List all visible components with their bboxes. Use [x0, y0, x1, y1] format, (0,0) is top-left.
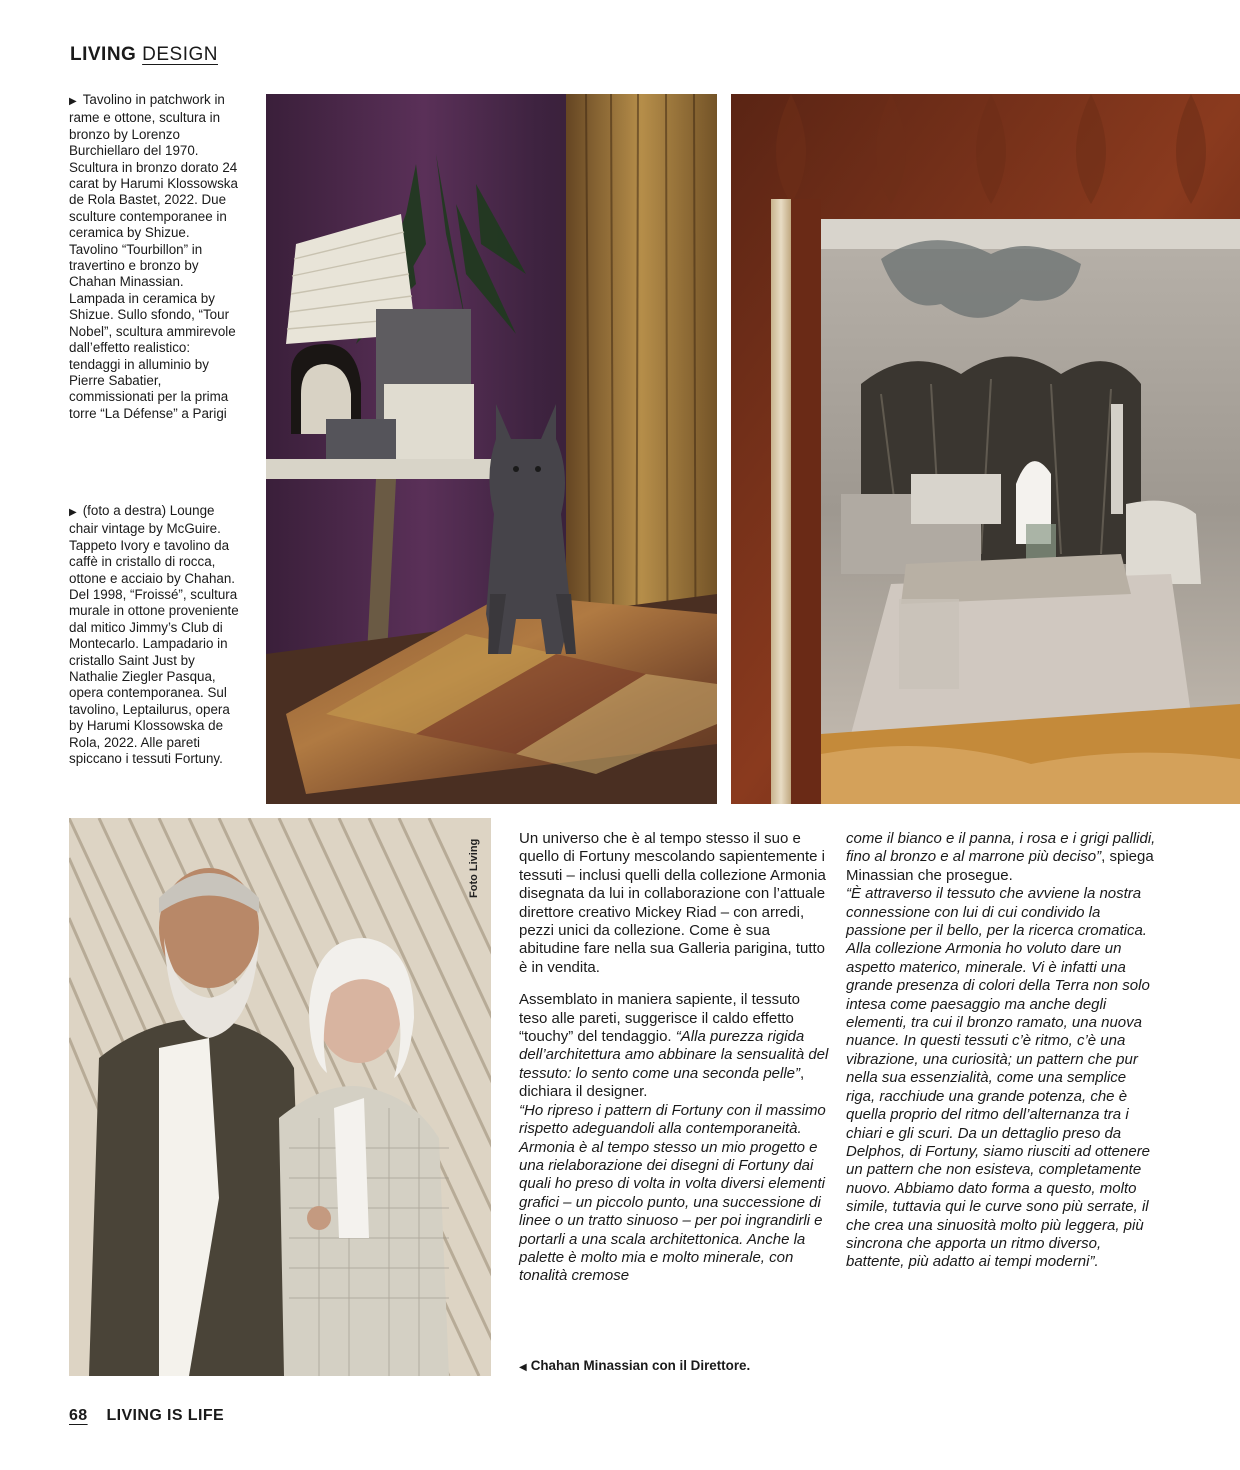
triangle-right-icon: ▶: [69, 507, 77, 518]
article-column-1: [519, 830, 829, 1300]
photo-credit: Foto Living: [468, 838, 480, 898]
designer-quote: “Alla purezza rigida dell’architettura amo abbinare la sensualità del tessuto: lo sento come una seconda pelle”: [519, 1028, 829, 1082]
subsection-label: DESIGN: [142, 44, 218, 65]
article-paragraph: [519, 991, 829, 1286]
article-text: Assemblato in maniera sapiente, il tessuto teso alle pareti, suggerisce il caldo effetto “touchy” del tendaggio.: [519, 991, 800, 1046]
article-paragraph: Un universo che è al tempo stesso il suo e quello di Fortuny mescolando sapientemente i tessuti – inclusi quelli della collezione Armonia disegnata da lui in collaborazione con l’attuale direttore creativo Mickey Riad – con arredi, pezzi unici da collezione. Come è sua abitudine fare nella sua Galleria parigina, tutto è in vendita.: [519, 830, 826, 976]
caption-right-photo: [69, 503, 239, 768]
designer-quote: come il bianco e il panna, i rosa e i grigi pallidi, fino al bronzo e al marrone più deciso”: [846, 830, 1156, 866]
caption-left-photo: [69, 92, 239, 422]
page-footer: [69, 1407, 224, 1425]
page-number: 68: [69, 1407, 88, 1424]
designer-quote: “Ho ripreso i pattern di Fortuny con il massimo rispetto adeguandoli alla contemporaneità. Armonia è al tempo stesso un mio progetto e una rielaborazione dei disegni di Fortuny dai quali ho preso di volta in volta diversi elementi grafici – un piccolo punto, una successione di linee o un tratto sinuoso – per poi ingrandirli e portarli a una scala architettonica. Anche la palette è molto mia e molto minerale, con tonalità cremose: [519, 1101, 826, 1285]
magazine-name: LIVING IS LIFE: [106, 1407, 225, 1424]
section-header: [70, 44, 218, 66]
article-paragraph: [846, 830, 1156, 1272]
caption-text: (foto a destra) Lounge chair vintage by McGuire. Tappeto Ivory e tavolino da caffè in cristallo di rocca, ottone e acciaio by Chahan. Del 1998, “Froissé”, scultura murale in ottone proveniente dal mitico Jimmy’s Club di Montecarlo. Lampadario in cristallo Saint Just by Nathalie Ziegler Pasqua, opera contemporanea. Sul tavolino, Leptailurus, opera by Harumi Klossowska de Rola, 2022. Alle pareti spiccano i tessuti Fortuny.: [69, 503, 239, 767]
portrait-caption-text: Chahan Minassian con il Direttore.: [530, 1358, 751, 1373]
section-label: LIVING: [70, 44, 137, 65]
article-text: , dichiara il designer.: [519, 1064, 805, 1101]
article-column-2: [846, 830, 1156, 1286]
designer-quote: “È attraverso il tessuto che avviene la nostra connessione con lui di cui condivido la passione per il bello, per la ricerca cromatica. Alla collezione Armonia ho voluto dare un aspetto materico, minerale. Vi è infatti una grande presenza di colori della Terra non solo intesa come paesaggio ma anche degli elementi, tra cui il bronzo ramato, una nuova nuance. In questi tessuti c’è ritmo, c’è una vibrazione, una curiosità; un pattern che pur nella sua essenzialità, come una semplice riga, racchiude una grande potenza, che è quella proprio del ritmo dell’alternanza tra i chiari e gli scuri. Da un dettaglio preso da Delphos, di Fortuny, siamo riusciti ad ottenere un pattern che non esisteva, completamente nuovo. Abbiamo dato forma a questo, molto simile, tuttavia qui le curve sono più serrate, il che crea una sinuosità molto più leggera, più sincrona che apporta un ritmo diverso, battente, più adatto ai tempi moderni”.: [846, 885, 1151, 1271]
caption-text: Tavolino in patchwork in rame e ottone, scultura in bronzo by Lorenzo Burchiellaro del 1970. Scultura in bronzo dorato 24 carat by Harumi Klossowska de Rola Bastet, 2022. Due sculture contemporanee in ceramica by Shizue. Tavolino “Tourbillon” in travertino e bronzo by Chahan Minassian. Lampada in ceramica by Shizue. Sullo sfondo, “Tour Nobel”, scultura ammirevole dall’effetto realistico: tendaggi in alluminio by Pierre Sabatier, commissionati per la prima torre “La Défense” a Parigi: [69, 92, 238, 421]
photo-sculpture-table: [266, 94, 717, 804]
triangle-left-icon: ◀: [519, 1362, 527, 1373]
triangle-right-icon: ▶: [69, 96, 77, 107]
portrait-caption: [519, 1358, 750, 1373]
photo-salon-interior: [731, 94, 1240, 804]
article-text: , spiega Minassian che prosegue.: [846, 848, 1154, 884]
photo-portrait: [69, 818, 491, 1376]
